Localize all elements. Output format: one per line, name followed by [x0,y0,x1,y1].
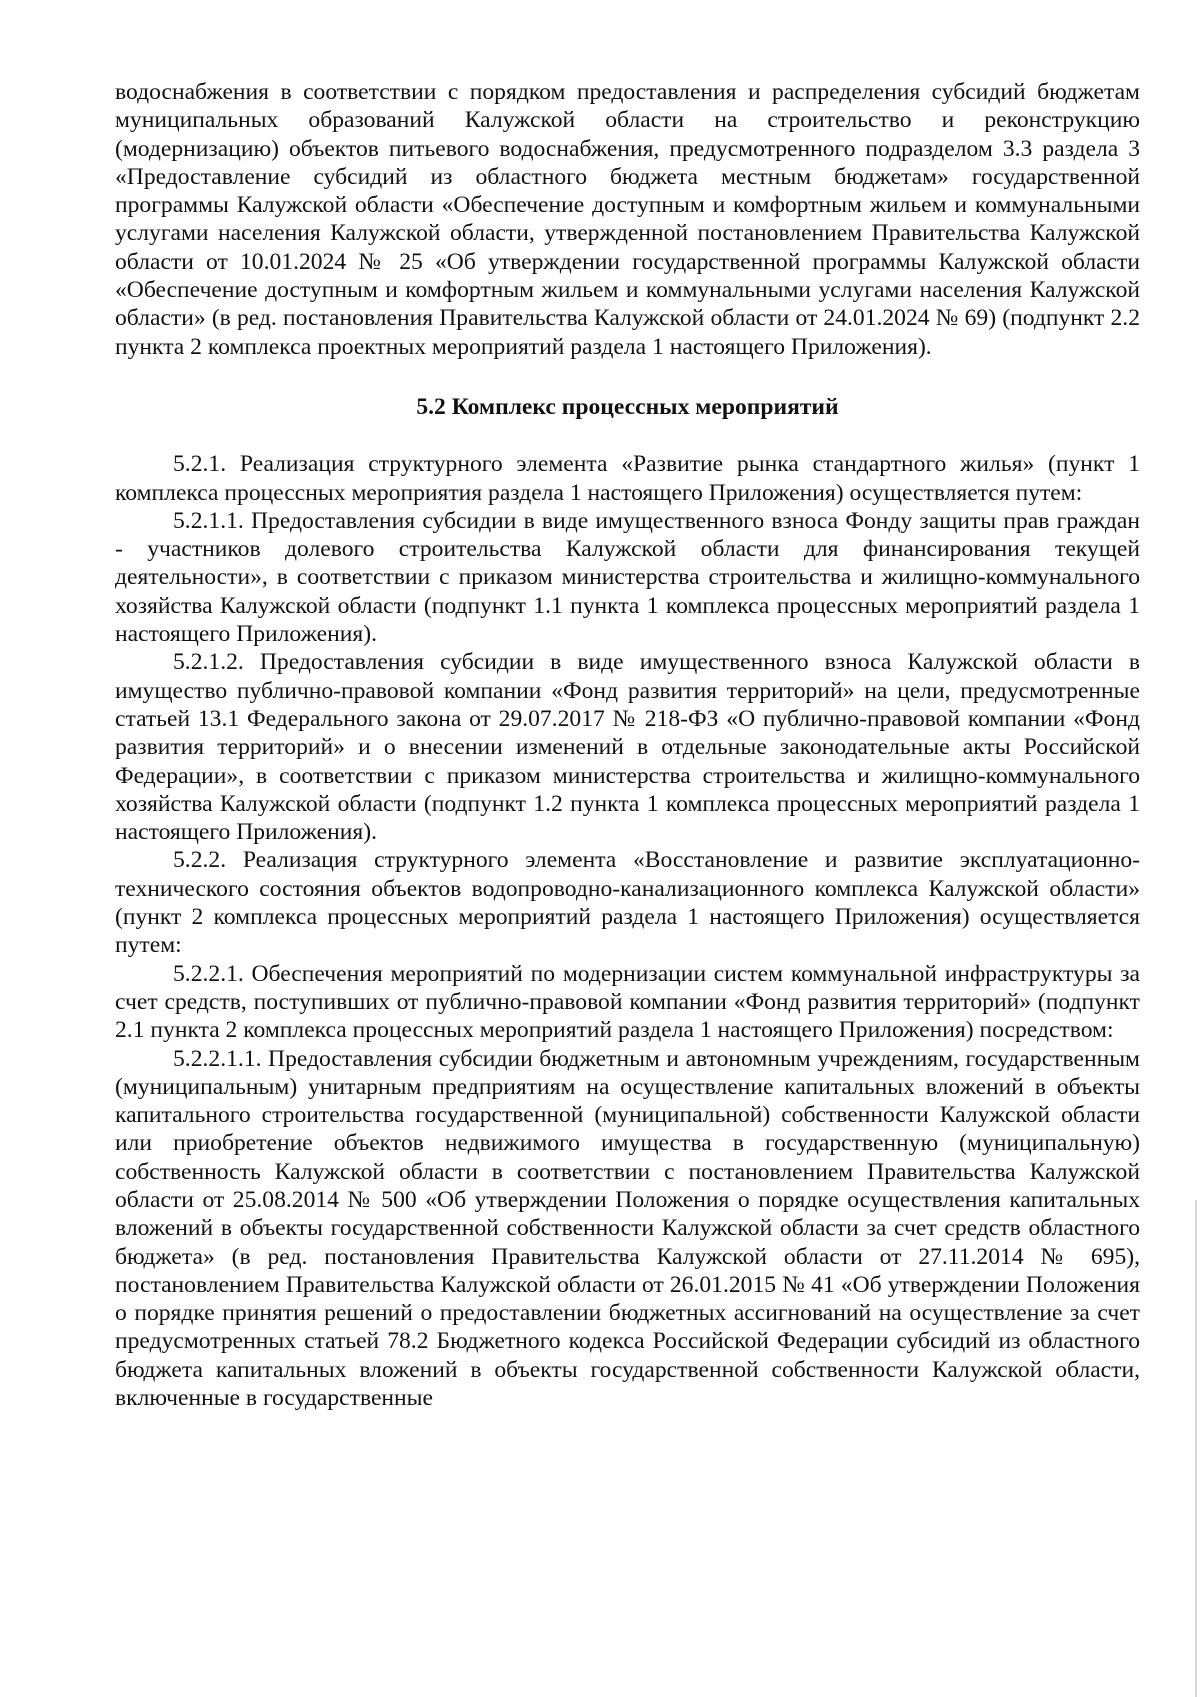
paragraph-5-2-2-1-1: 5.2.2.1.1. Предоставления субсидии бюджетным и автономным учреждениям, государственным (муниципальным) унитарным предприятиям на осуществление капитальных вложений в объекты капитального строительства государственной (муниципальной) собственности Калужской области или приобретение объектов недвижимого имущества в государственную (муниципальную) собственность Калужской области в соответствии с постановлением Правительства Калужской области от 25.08.2014 № 500 «Об утверждении Положения о порядке осуществления капитальных вложений в объекты государственной собственности Калужской области за счет средств областного бюджета» (в ред. постановления Правительства Калужской области от 27.11.2014 № 695), постановлением Правительства Калужской области от 26.01.2015 № 41 «Об утверждении Положения о порядке принятия решений о предоставлении бюджетных ассигнований на осуществление за счет предусмотренных статьей 78.2 Бюджетного кодекса Российской Федерации субсидий из областного бюджета капитальных вложений в объекты государственной собственности Калужской области, включенные в государственные [115,1045,1140,1412]
paragraph-5-2-1-1: 5.2.1.1. Предоставления субсидии в виде имущественного взноса Фонду защиты прав граждан - участников долевого строительства Калужской области для финансирования текущей деятельности», в соответствии с приказом министерства строительства и жилищно-коммунального хозяйства Калужской области (подпункт 1.1 пункта 1 комплекса процессных мероприятий раздела 1 настоящего Приложения). [115,507,1140,648]
paragraph-5-2-1: 5.2.1. Реализация структурного элемента «Развитие рынка стандартного жилья» (пункт 1 комплекса процессных мероприятия раздела 1 настоящего Приложения) осуществляется путем: [115,451,1140,506]
scan-edge-line [1195,1200,1197,1697]
paragraph-5-2-2-1: 5.2.2.1. Обеспечения мероприятий по модернизации систем коммунальной инфраструктуры за счет средств, поступивших от публично-правовой компании «Фонд развития территорий» (подпункт 2.1 пункта 2 комплекса процессных мероприятий раздела 1 настоящего Приложения) посредством: [115,960,1140,1044]
document-page [115,78,1140,1412]
paragraph-5-2-1-2: 5.2.1.2. Предоставления субсидии в виде имущественного взноса Калужской области в имущество публично-правовой компании «Фонд развития территорий» на цели, предусмотренные статьей 13.1 Федерального закона от 29.07.2017 № 218-ФЗ «О публично-правовой компании «Фонд развития территорий» и о внесении изменений в отдельные законодательные акты Российской Федерации», в соответствии с приказом министерства строительства и жилищно-коммунального хозяйства Калужской области (подпункт 1.2 пункта 1 комплекса процессных мероприятий раздела 1 настоящего Приложения). [115,649,1140,846]
intro-paragraph: водоснабжения в соответствии с порядком предоставления и распределения субсидий бюджетам муниципальных образований Калужской области на строительство и реконструкцию (модернизацию) объектов питьевого водоснабжения, предусмотренного подразделом 3.3 раздела 3 «Предоставление субсидий из областного бюджета местным бюджетам» государственной программы Калужской области «Обеспечение доступным и комфортным жильем и коммунальными услугами населения Калужской области, утвержденной постановлением Правительства Калужской области от 10.01.2024 № 25 «Об утверждении государственной программы Калужской области «Обеспечение доступным и комфортным жильем и коммунальными услугами населения Калужской области» (в ред. постановления Правительства Калужской области от 24.01.2024 № 69) (подпункт 2.2 пункта 2 комплекса проектных мероприятий раздела 1 настоящего Приложения). [115,79,1140,360]
section-heading: 5.2 Комплекс процессных мероприятий [416,393,839,420]
paragraph-5-2-2: 5.2.2. Реализация структурного элемента «Восстановление и развитие эксплуатационно-технического состояния объектов водопроводно-канализационного комплекса Калужской области» (пункт 2 комплекса процессных мероприятий раздела 1 настоящего Приложения) осуществляется путем: [115,847,1140,959]
